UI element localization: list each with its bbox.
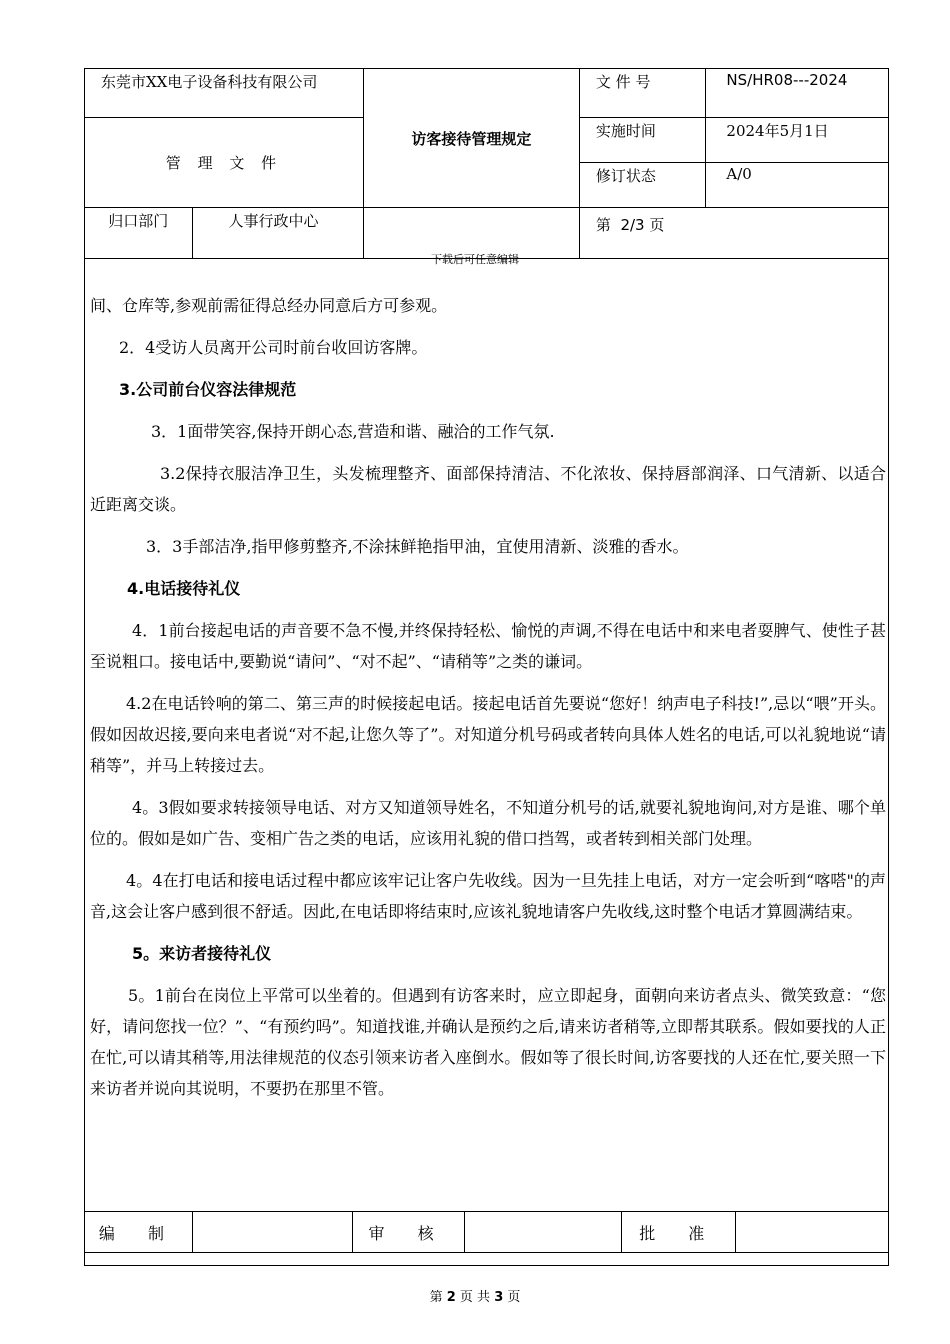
revision-label: 修订状态 [579, 163, 706, 208]
doc-number-value: NS/HR08---2024 [706, 69, 889, 118]
page-footer [0, 1286, 950, 1305]
document-body [90, 290, 886, 1115]
paragraph: 3．3手部洁净,指甲修剪整齐,不涂抹鲜艳指甲油，宜使用清新、淡雅的香水。 [146, 537, 689, 556]
paragraph: 5。1前台在岗位上平常可以坐着的。但遇到有访客来时，应立即起身，面朝向来访者点头、微笑致意：“您好，请问您找一位？”、“有预约吗”。知道找谁,并确认是预约之后,请来访者稍等,立即帮其联系。假如要找的人正在忙,可以请其稍等,用法律规范的仪态引领来访者入座倒水。假如等了很长时间,访客要找的人还在忙,要关照一下来访者并说向其说明，不要扔在那里不管。 [90, 986, 886, 1098]
download-note: 下载后可任意编辑 [431, 253, 519, 266]
dept-value: 人事行政中心 [192, 208, 363, 259]
footer-suffix: 页 [507, 1290, 521, 1305]
dept-label: 归口部门 [85, 208, 193, 259]
footer-total-pages: 3 [494, 1290, 504, 1305]
paragraph: 3.2保持衣服洁净卫生，头发梳理整齐、面部保持清洁、不化浓妆、保持唇部润泽、口气清新、以适合近距离交谈。 [90, 464, 886, 514]
signoff-table [84, 1211, 889, 1253]
footer-prefix: 第 [429, 1290, 443, 1305]
company-name: 东莞市XX电子设备科技有限公司 [85, 69, 364, 118]
document-title: 访客接待管理规定 [363, 69, 579, 208]
effective-date-label: 实施时间 [579, 118, 706, 163]
reviewed-by-field [464, 1212, 622, 1253]
section-heading-5: 5。来访者接待礼仪 [132, 944, 272, 963]
paragraph: 4。3假如要求转接领导电话、对方又知道领导姓名，不知道分机号的话,就要礼貌地询问,对方是谁、哪个单位的。假如是如广告、变相广告之类的电话，应该用礼貌的借口挡驾，或者转到相关部门处理。 [90, 798, 886, 848]
approved-by-label: 批 准 [622, 1212, 736, 1253]
document-header-table [84, 68, 889, 259]
prepared-by-label: 编 制 [85, 1212, 193, 1253]
reviewed-by-label: 审 核 [352, 1212, 464, 1253]
page-indicator: 第 2/3 页 [579, 208, 888, 259]
paragraph: 4。4在打电话和接电话过程中都应该牢记让客户先收线。因为一旦先挂上电话，对方一定会听到“喀嗒"的声音,这会让客户感到很不舒适。因此,在电话即将结束时,应该礼貌地请客户先收线,这时整个电话才算圆满结束。 [90, 871, 886, 921]
document-type: 管 理 文 件 [85, 118, 364, 208]
prepared-by-field [192, 1212, 352, 1253]
doc-number-label: 文 件 号 [579, 69, 706, 118]
effective-date-value: 2024年5月1日 [706, 118, 889, 163]
paragraph: 3．1面带笑容,保持开朗心态,营造和谐、融洽的工作气氛. [151, 422, 555, 441]
section-heading-3: 3.公司前台仪容法律规范 [119, 380, 297, 399]
footer-current-page: 2 [446, 1290, 456, 1305]
approved-by-field [736, 1212, 889, 1253]
paragraph: 间、仓库等,参观前需征得总经办同意后方可参观。 [90, 296, 448, 315]
paragraph: 4．1前台接起电话的声音要不急不慢,并终保持轻松、愉悦的声调,不得在电话中和来电者耍脾气、使性子甚至说粗口。接电话中,要勤说“请问”、“对不起”、“请稍等”之类的谦词。 [90, 621, 886, 671]
footer-middle: 页 共 [459, 1290, 491, 1305]
section-heading-4: 4.电话接待礼仪 [127, 579, 241, 598]
revision-value: A/0 [706, 163, 889, 208]
paragraph: 2．4受访人员离开公司时前台收回访客牌。 [119, 338, 428, 357]
paragraph: 4.2在电话铃响的第二、第三声的时候接起电话。接起电话首先要说“您好！纳声电子科技!”,忌以“喂”开头。假如因故迟接,要向来电者说“对不起,让您久等了”。对知道分机号码或者转向具体人姓名的电话,可以礼貌地说“请稍等”，并马上转接过去。 [90, 694, 886, 775]
